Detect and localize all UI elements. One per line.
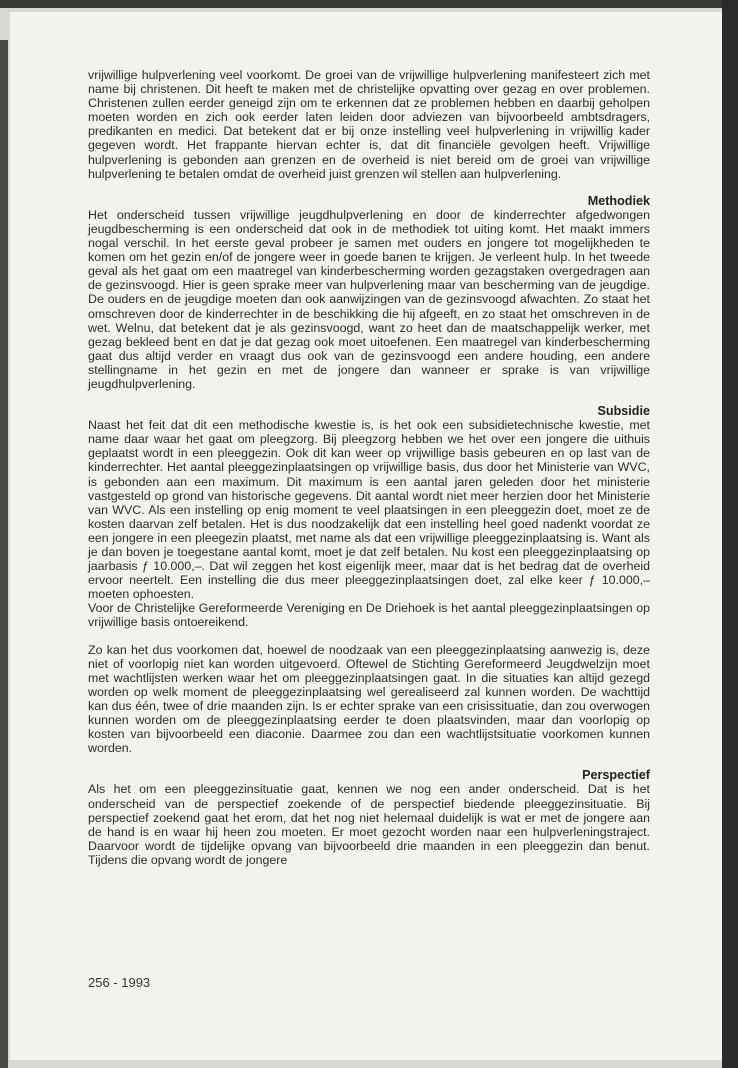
perspectief-paragraph: Als het om een pleeggezinsituatie gaat, kennen we nog een ander onderscheid. Dat is het onderscheid van de perspectief zoekende of de perspectief biedende pleeggezinsituatie. Bij perspectief zoekend gaat het erom, dat het nog niet helemaal duidelijk is wat er met de jongere aan de hand is en waar hij heen zou moeten. Er moet gezocht worden naar een hulpverleningstraject. Daarvoor wordt de tijdelijke opvang van bijvoorbeeld drie maanden in een pleeggezin dan benut. Tijdens die opvang wordt de jongere bbox=[88, 782, 650, 867]
heading-methodiek: Methodiek bbox=[587, 193, 650, 208]
subsidie-paragraph-2: Voor de Christelijke Gereformeerde Vereniging en De Driehoek is het aantal pleeggezinplaatsingen op vrijwillige basis ontoereikend. bbox=[88, 601, 650, 630]
heading-perspectief: Perspectief bbox=[582, 768, 650, 783]
page-top-edge bbox=[0, 0, 738, 8]
intro-paragraph: vrijwillige hulpverlening veel voorkomt. De groei van de vrijwillige hulpverlening manifesteert zich met name bij christenen. Dit heeft te maken met de christelijke opvatting over gezag en over problemen. Christenen zullen eerder geneigd zijn om te erkennen dat ze problemen hebben en daarbij geholpen moeten worden en zich ook eerder laten leiden door adviezen van bijvoorbeeld ambtsdragers, predikanten en medici. Dat betekent dat er bij onze instelling veel hulpverlening in vrijwillig kader gegeven wordt. Het frappante hiervan echter is, dat dit financiële gevolgen heeft. Vrijwillige hulpverlening is gebonden aan grenzen en de overheid is niet bereid om de groei van vrijwillige hulpverlening te betalen omdat de overheid juist grenzen wil stellen aan hulpverlening. bbox=[88, 68, 650, 181]
subsidie-paragraph-1: Naast het feit dat dit een methodische kwestie is, is het ook een subsidietechnische kwestie, met name daar waar het gaat om pleegzorg. Bij pleegzorg hebben we het over een jongere die uithuis geplaatst wordt in een pleeggezin. Ook dit kan weer op vrijwillige basis gebeuren en op last van de kinderrechter. Het aantal pleeggezinplaatsingen op vrijwillige basis, dus door het Ministerie van WVC, is gebonden aan een maximum. Dit maximum is een aantal jaren geleden door het ministerie vastgesteld op grond van historische gegevens. Dit aantal wordt niet meer herzien door het Ministerie van WVC. Als een instelling op enig moment te veel plaatsingen in een pleeggezin doet, moet ze de kosten daarvan zelf betalen. Het is dus noodzakelijk dat een instelling heel goed nadenkt voordat ze een jongere in een pleegezin plaatst, met name als dat een vrijwillige pleeggezinplaatsing is. Want als je dan boven je toegestane aantal komt, moet je dat zelf betalen. Nu kost een pleeggezinplaatsing op jaarbasis ƒ 10.000,–. Dat wil zeggen het kost eigenlijk meer, maar dat is het bedrag dat de overheid ervoor neertelt. Een instelling die dus meer pleeggezinplaatsingen doet, zal elke keer ƒ 10.000,– moeten ophoesten. bbox=[88, 418, 650, 602]
subsidie-paragraph-3: Zo kan het dus voorkomen dat, hoewel de noodzaak van een pleeggezinplaatsing aanwezig is, deze niet of voorlopig niet kan worden uitgevoerd. Oftewel de Stichting Gereformeerd Jeugdwelzijn moet met wachtlijsten werken waar het om pleeggezinplaatsingen gaat. In die situaties kan altijd gezegd worden op welk moment de pleeggezinplaatsing wel gerealiseerd zal kunnen worden. De wachttijd kan dus één, twee of drie maanden zijn. Is er echter sprake van een crisissituatie, dan zou overwogen kunnen worden om de pleeggezinplaatsing eerder te doen plaatsvinden, maar dan voorlopig op kosten van bijvoorbeeld een diaconie. Daarmee zou dan een wachtlijstsituatie voorkomen kunnen worden. bbox=[88, 642, 650, 756]
methodiek-paragraph: Het onderscheid tussen vrijwillige jeugdhulpverlening en door de kinderrechter afgedwongen jeugdbescherming is een onderscheid dat ook in de methodiek tot uiting komt. Het maakt immers nogal verschil. In het eerste geval probeer je samen met ouders en jongere tot mogelijkheden te komen om het gezin en/of de jongere weer in goede banen te krijgen. Je verleent hulp. In het tweede geval als het gaat om een maatregel van kinderbescherming worden gezagstaken overgedragen aan de gezinsvoogd. Hier is geen sprake meer van hulpverlening maar van bescherming van de jeugdige. De ouders en de jeugdige moeten dan ook aanwijzingen van de gezinsvoogd afwachten. Zo staat het omschreven door de kinderrechter in de beschikking die hij afgeeft, en zo staat het omschreven in de wet. Welnu, dat betekent dat je als gezinsvoogd, want zo heet dan de maatschappelijk werker, met gezag bekleed bent en dat je dat gezag ook moet uitoefenen. Een maatregel van kinderbescherming gaat dus altijd verder en vraagt dus ook van de gezinsvoogd een andere houding, een andere stellingname in het gezin en met de jongere dan wanneer er sprake is van vrijwillige jeugdhulpverlening. bbox=[88, 207, 650, 391]
page-right-edge bbox=[722, 0, 738, 1068]
page-left-edge bbox=[0, 40, 8, 1068]
article-body bbox=[88, 68, 650, 867]
page-number: 256 - 1993 bbox=[88, 975, 151, 990]
heading-subsidie: Subsidie bbox=[597, 404, 650, 419]
